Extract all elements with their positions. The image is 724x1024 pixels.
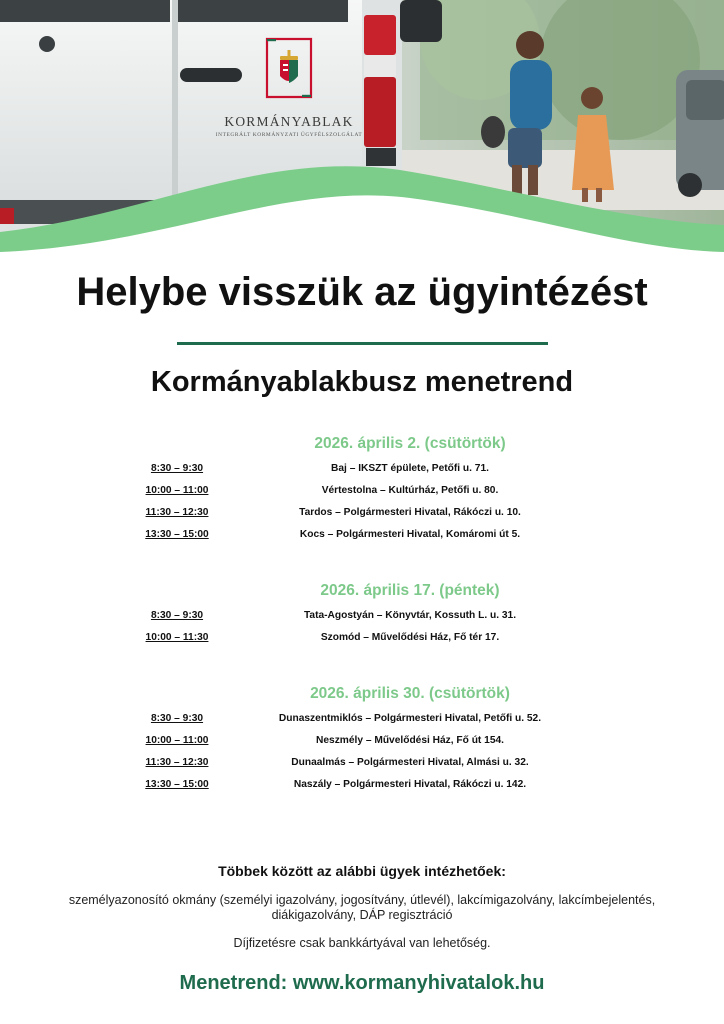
schedule-row	[0, 529, 724, 545]
schedule-title: Kormányablakbusz menetrend	[150, 366, 574, 398]
schedule-place: Baj – IKSZT épülete, Petőfi u. 71.	[331, 463, 489, 474]
coat-of-arms-icon	[264, 36, 314, 100]
schedule-place: Dunaszentmiklós – Polgármesteri Hivatal, Petőfi u. 52.	[278, 713, 542, 724]
schedule-time: 11:30 – 12:30	[145, 757, 209, 768]
schedule-time: 11:30 – 12:30	[145, 507, 209, 518]
schedule-row	[0, 779, 724, 795]
schedule-time: 10:00 – 11:00	[145, 485, 209, 496]
schedule-date: 2026. április 30. (csütörtök)	[310, 685, 510, 702]
hero-image	[0, 0, 724, 270]
schedule-date: 2026. április 2. (csütörtök)	[314, 435, 506, 452]
schedule-time: 10:00 – 11:00	[145, 735, 209, 746]
schedule-place: Naszály – Polgármesteri Hivatal, Rákóczi u. 142.	[293, 779, 527, 790]
schedule-place: Dunaalmás – Polgármesteri Hivatal, Almási u. 32.	[291, 757, 529, 768]
schedule-row	[0, 485, 724, 501]
schedule-time: 13:30 – 15:00	[145, 529, 209, 540]
schedule-date: 2026. április 17. (péntek)	[320, 582, 500, 599]
services-list: személyazonosító okmány (személyi igazolvány, jogosítvány, útlevél), lakcímigazolvány, lakcímbejelentés, diákigazolvány, DÁP regisztráció	[68, 893, 656, 922]
schedule-row	[0, 507, 724, 523]
schedule-row	[0, 735, 724, 751]
title-divider	[177, 342, 548, 345]
website-link[interactable]: Menetrend: www.kormanyhivatalok.hu	[179, 972, 545, 994]
schedule-row	[0, 632, 724, 648]
schedule-time: 8:30 – 9:30	[150, 713, 204, 724]
page-title: Helybe visszük az ügyintézést	[76, 270, 648, 314]
schedule-place: Tata-Agostyán – Könyvtár, Kossuth L. u. 31.	[303, 610, 517, 621]
schedule-place: Neszmély – Művelődési Ház, Fő út 154.	[316, 735, 504, 746]
logo-wordmark: KORMÁNYABLAK	[224, 114, 354, 129]
schedule-place: Vértestolna – Kultúrház, Petőfi u. 80.	[321, 485, 499, 496]
schedule-time: 8:30 – 9:30	[150, 463, 204, 474]
schedule-place: Szomód – Művelődési Ház, Fő tér 17.	[320, 632, 500, 643]
schedule-row	[0, 610, 724, 626]
kormanyablak-logo	[214, 36, 364, 138]
schedule-time: 10:00 – 11:30	[145, 632, 209, 643]
schedule-time: 13:30 – 15:00	[145, 779, 209, 790]
logo-tagline: INTEGRÁLT KORMÁNYZATI ÜGYFÉLSZOLGÁLAT	[215, 132, 363, 138]
schedule-row	[0, 463, 724, 479]
schedule-place: Kocs – Polgármesteri Hivatal, Komáromi út 5.	[299, 529, 521, 540]
schedule-row	[0, 757, 724, 773]
schedule-place: Tardos – Polgármesteri Hivatal, Rákóczi u. 10.	[299, 507, 521, 518]
schedule-time: 8:30 – 9:30	[150, 610, 204, 621]
payment-note: Díjfizetésre csak bankkártyával van lehetőség.	[233, 936, 491, 950]
schedule-row	[0, 713, 724, 729]
services-heading: Többek között az alábbi ügyek intézhetőek:	[218, 863, 506, 879]
